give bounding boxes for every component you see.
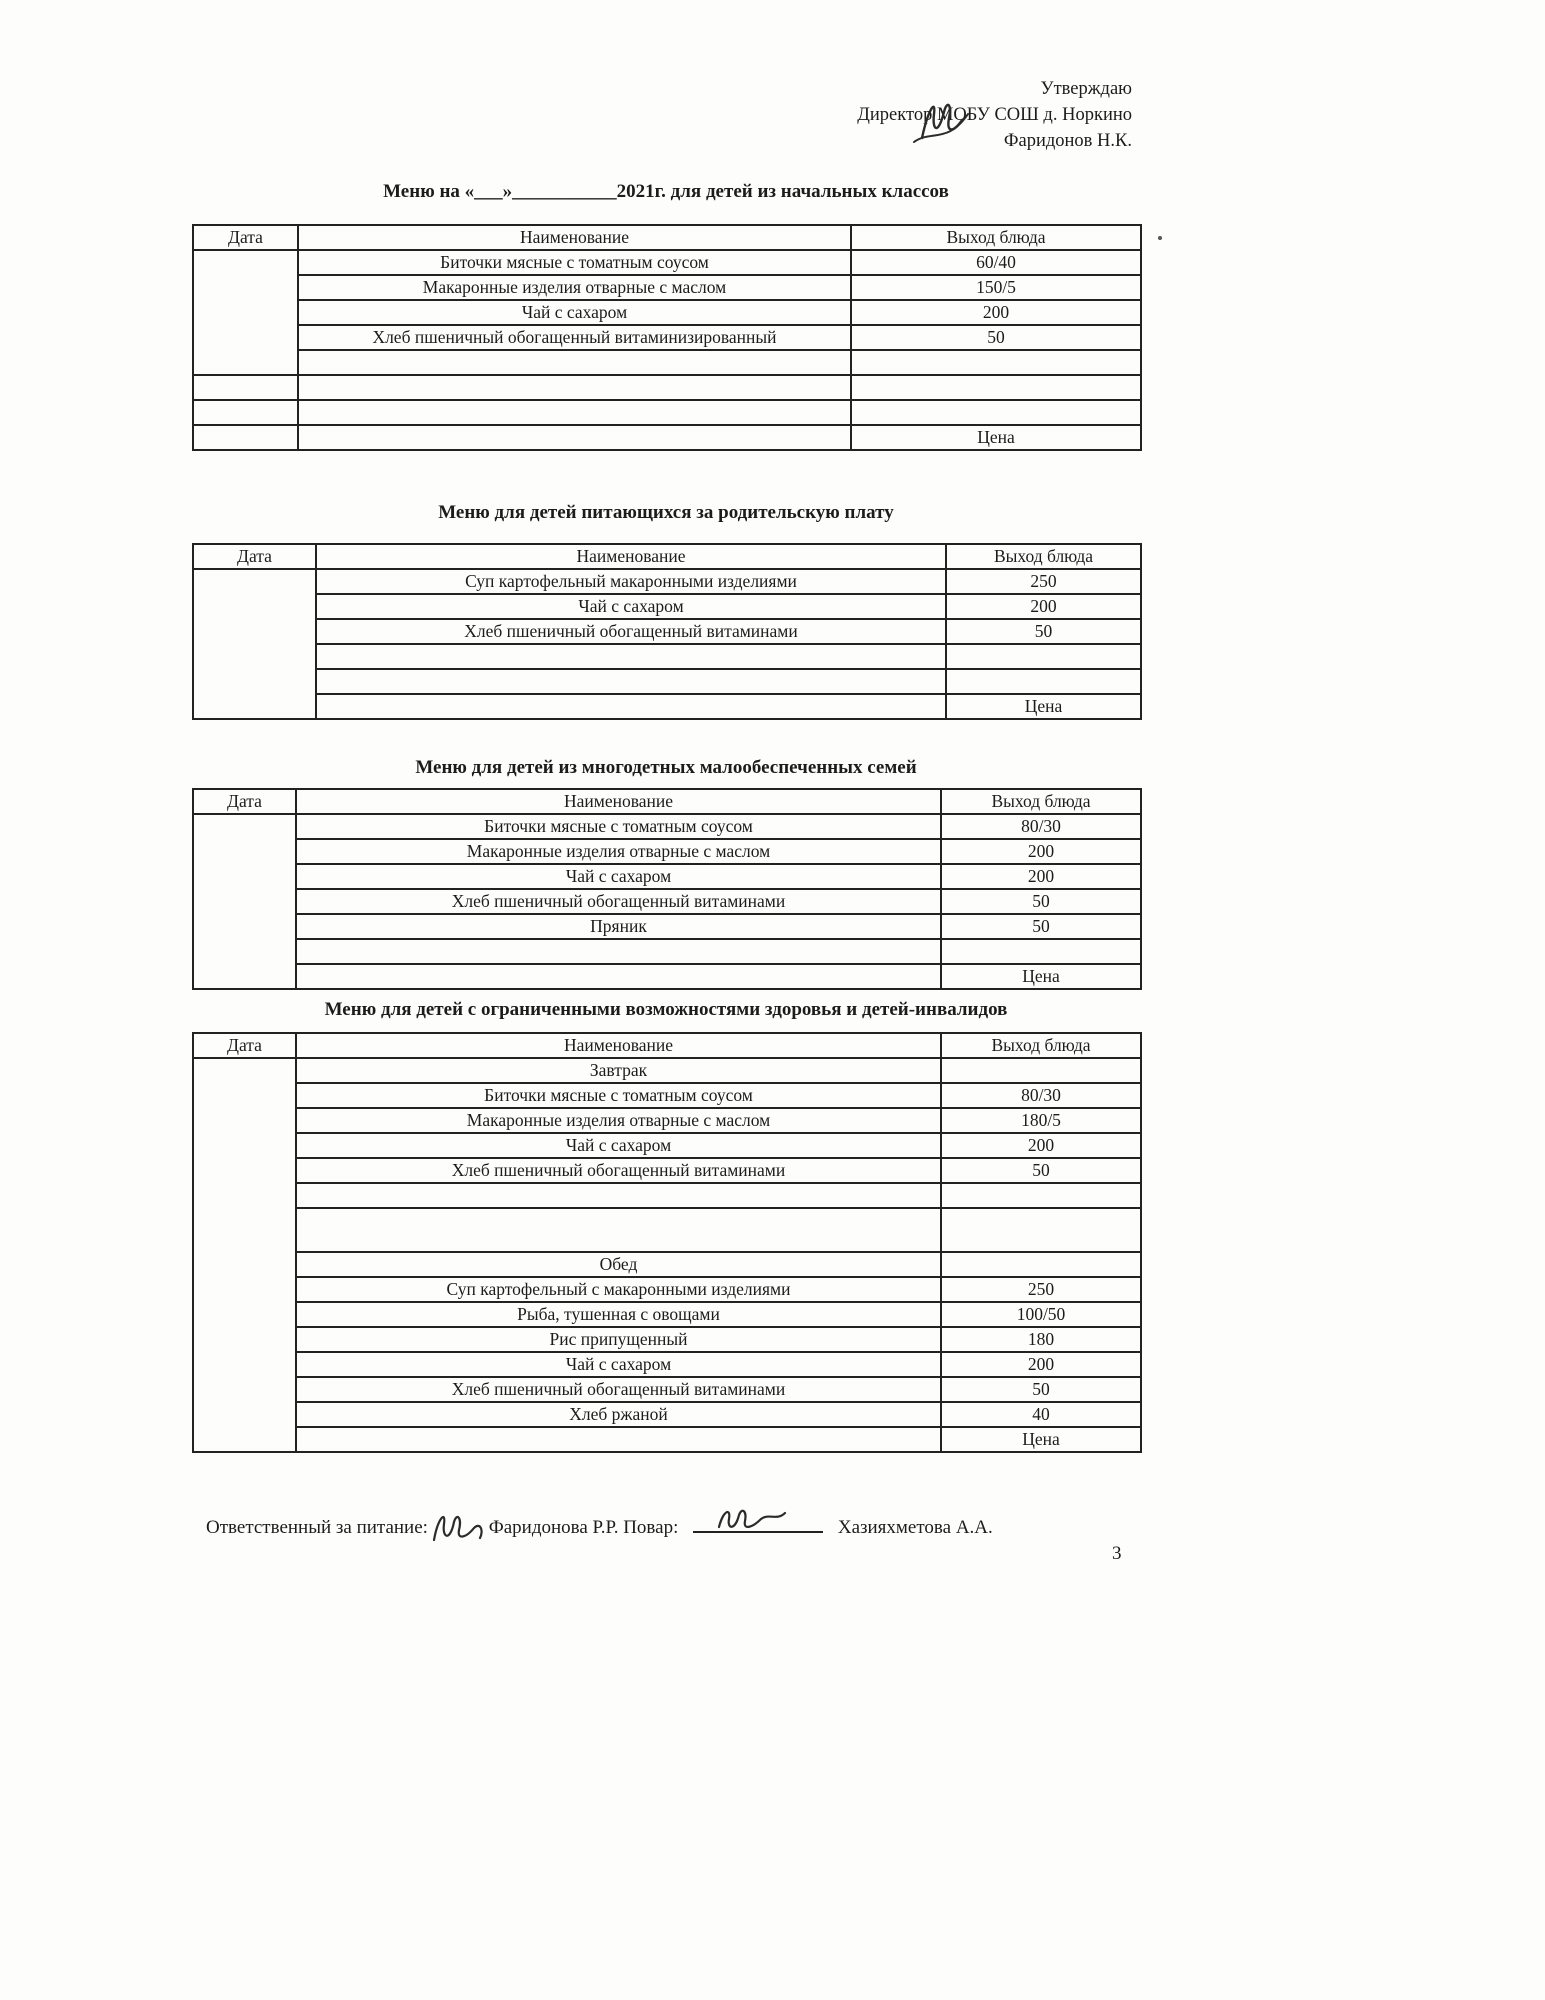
dish-name-cell: Чай с сахаром [296, 1352, 941, 1377]
portion-cell: 50 [941, 1158, 1141, 1183]
table-row [193, 694, 1141, 719]
dish-name-cell: Рыба, тушенная с овощами [296, 1302, 941, 1327]
table-row [193, 939, 1141, 964]
menu-table-grid [192, 788, 1142, 990]
responsible-label: Ответственный за питание: [206, 1517, 428, 1538]
dish-name-cell: Чай с сахаром [296, 1133, 941, 1158]
table-row [193, 814, 1141, 839]
table-header-row [193, 1033, 1141, 1058]
table-row [193, 619, 1141, 644]
column-header-name: Наименование [296, 1033, 941, 1058]
price-label-cell: Цена [941, 1427, 1141, 1452]
dish-name-cell: Чай с сахаром [296, 864, 941, 889]
portion-cell [946, 669, 1141, 694]
date-cell [193, 250, 298, 375]
portion-cell: 60/40 [851, 250, 1141, 275]
column-header-name: Наименование [296, 789, 941, 814]
table-row [193, 569, 1141, 594]
portion-cell: 50 [941, 1377, 1141, 1402]
portion-cell: 150/5 [851, 275, 1141, 300]
portion-cell [941, 939, 1141, 964]
portion-cell: 80/30 [941, 1083, 1141, 1108]
table-row [193, 644, 1141, 669]
meal-section-cell: Завтрак [296, 1058, 941, 1083]
portion-cell: 200 [941, 1133, 1141, 1158]
menu-table-large-families [192, 788, 1140, 990]
dish-name-cell: Макаронные изделия отварные с маслом [298, 275, 851, 300]
dish-name-cell: Чай с сахаром [316, 594, 946, 619]
menu-table-grid [192, 543, 1142, 720]
column-header-date: Дата [193, 1033, 296, 1058]
portion-cell [941, 1183, 1141, 1208]
date-cell [193, 1058, 296, 1452]
cook-signature-line [693, 1511, 823, 1533]
table-row [193, 1058, 1141, 1083]
table-row [193, 839, 1141, 864]
document-content [192, 180, 1140, 1540]
footer-signatures [192, 1511, 1140, 1540]
menu-table-disabled-children [192, 1032, 1140, 1453]
portion-cell: 50 [941, 889, 1141, 914]
table-row [193, 1108, 1141, 1133]
table-row [193, 1133, 1141, 1158]
dish-name-cell [316, 644, 946, 669]
dish-name-cell [296, 1427, 941, 1452]
portion-cell: 100/50 [941, 1302, 1141, 1327]
dish-name-cell: Биточки мясные с томатным соусом [296, 814, 941, 839]
portion-cell: 80/30 [941, 814, 1141, 839]
approval-line-2: Директор МОБУ СОШ д. Норкино [857, 105, 1132, 125]
column-header-output: Выход блюда [851, 225, 1141, 250]
portion-cell [941, 1208, 1141, 1252]
portion-cell: 180/5 [941, 1108, 1141, 1133]
dish-name-cell: Суп картофельный макаронными изделиями [316, 569, 946, 594]
column-header-date: Дата [193, 225, 298, 250]
date-cell [193, 375, 298, 400]
dish-name-cell: Биточки мясные с томатным соусом [296, 1083, 941, 1108]
portion-cell: 50 [941, 914, 1141, 939]
menu-table-grid [192, 1032, 1142, 1453]
table-row [193, 1208, 1141, 1252]
table-row [193, 1427, 1141, 1452]
portion-cell: 200 [941, 864, 1141, 889]
table-row [193, 669, 1141, 694]
portion-cell [941, 1058, 1141, 1083]
portion-cell [941, 1252, 1141, 1277]
table-row [193, 964, 1141, 989]
dish-name-cell [296, 964, 941, 989]
portion-cell: 50 [946, 619, 1141, 644]
table-header-row [193, 225, 1141, 250]
portion-cell [851, 350, 1141, 375]
cook-name: Хазияхметова А.А. [837, 1517, 993, 1538]
page-number: 3 [1112, 1543, 1122, 1564]
dish-name-cell: Хлеб пшеничный обогащенный витаминами [316, 619, 946, 644]
table-row [193, 864, 1141, 889]
meal-section-cell: Обед [296, 1252, 941, 1277]
dish-name-cell: Чай с сахаром [298, 300, 851, 325]
dish-name-cell [298, 400, 851, 425]
dish-name-cell [296, 939, 941, 964]
table-row [193, 1352, 1141, 1377]
table-row [193, 1402, 1141, 1427]
portion-cell: 50 [851, 325, 1141, 350]
dish-name-cell: Хлеб пшеничный обогащенный витаминами [296, 1377, 941, 1402]
menu-table-grid [192, 224, 1142, 451]
table-row [193, 1277, 1141, 1302]
dish-name-cell: Хлеб ржаной [296, 1402, 941, 1427]
table-row [193, 594, 1141, 619]
table-row [193, 1083, 1141, 1108]
menu-title-primary-classes: Меню на «___»___________2021г. для детей из начальных классов [383, 181, 949, 202]
column-header-date: Дата [193, 789, 296, 814]
cook-label: Повар: [623, 1517, 679, 1538]
portion-cell: 40 [941, 1402, 1141, 1427]
table-row [193, 1252, 1141, 1277]
table-row [193, 425, 1141, 450]
dish-name-cell: Макаронные изделия отварные с маслом [296, 1108, 941, 1133]
date-cell [193, 425, 298, 450]
dish-name-cell: Макаронные изделия отварные с маслом [296, 839, 941, 864]
dish-name-cell [316, 669, 946, 694]
table-row [193, 1327, 1141, 1352]
portion-cell: 200 [941, 839, 1141, 864]
cook-signature-mark [711, 1501, 795, 1535]
column-header-output: Выход блюда [941, 789, 1141, 814]
portion-cell: 200 [941, 1352, 1141, 1377]
price-label-cell: Цена [946, 694, 1141, 719]
dish-name-cell: Хлеб пшеничный обогащенный витаминами [296, 1158, 941, 1183]
table-row [193, 375, 1141, 400]
dish-name-cell [298, 425, 851, 450]
dish-name-cell [298, 350, 851, 375]
column-header-output: Выход блюда [946, 544, 1141, 569]
dish-name-cell: Суп картофельный с макаронными изделиями [296, 1277, 941, 1302]
column-header-date: Дата [193, 544, 316, 569]
approval-line-3: Фаридонов Н.К. [1003, 131, 1132, 151]
table-row [193, 1302, 1141, 1327]
portion-cell: 250 [941, 1277, 1141, 1302]
price-label-cell: Цена [941, 964, 1141, 989]
table-row [193, 400, 1141, 425]
dish-name-cell: Рис припущенный [296, 1327, 941, 1352]
table-row [193, 1183, 1141, 1208]
dish-name-cell [316, 694, 946, 719]
date-cell [193, 569, 316, 719]
date-cell [193, 400, 298, 425]
dish-name-cell: Биточки мясные с томатным соусом [298, 250, 851, 275]
column-header-output: Выход блюда [941, 1033, 1141, 1058]
portion-cell: 200 [946, 594, 1141, 619]
menu-title-disabled-children: Меню для детей с ограниченными возможностями здоровья и детей-инвалидов [324, 999, 1008, 1020]
dish-name-cell [296, 1183, 941, 1208]
table-row [193, 275, 1141, 300]
portion-cell [946, 644, 1141, 669]
approval-block [192, 76, 1140, 154]
dish-name-cell: Хлеб пшеничный обогащенный витаминами [296, 889, 941, 914]
dish-name-cell: Хлеб пшеничный обогащенный витаминизированный [298, 325, 851, 350]
menu-title-parent-paid: Меню для детей питающихся за родительскую плату [438, 502, 894, 523]
approval-line-1: Утверждаю [1040, 79, 1132, 99]
portion-cell [851, 375, 1141, 400]
table-row [193, 1377, 1141, 1402]
responsible-name: Фаридонова Р.Р. [488, 1517, 619, 1538]
table-row [193, 300, 1141, 325]
table-row [193, 350, 1141, 375]
table-row [193, 1158, 1141, 1183]
scan-artifact-dot [1158, 236, 1162, 240]
table-row [193, 914, 1141, 939]
column-header-name: Наименование [316, 544, 946, 569]
portion-cell: 200 [851, 300, 1141, 325]
table-row [193, 250, 1141, 275]
price-label-cell: Цена [851, 425, 1141, 450]
dish-name-cell [298, 375, 851, 400]
portion-cell [851, 400, 1141, 425]
table-header-row [193, 789, 1141, 814]
responsible-signature-mark [424, 1504, 490, 1550]
portion-cell: 250 [946, 569, 1141, 594]
column-header-name: Наименование [298, 225, 851, 250]
menu-table-parent-paid [192, 543, 1140, 720]
dish-name-cell: Пряник [296, 914, 941, 939]
menu-title-large-families: Меню для детей из многодетных малообеспеченных семей [415, 757, 917, 778]
portion-cell: 180 [941, 1327, 1141, 1352]
table-row [193, 889, 1141, 914]
dish-name-cell [296, 1208, 941, 1252]
table-header-row [193, 544, 1141, 569]
table-row [193, 325, 1141, 350]
menu-table-primary-classes [192, 224, 1140, 451]
date-cell [193, 814, 296, 989]
